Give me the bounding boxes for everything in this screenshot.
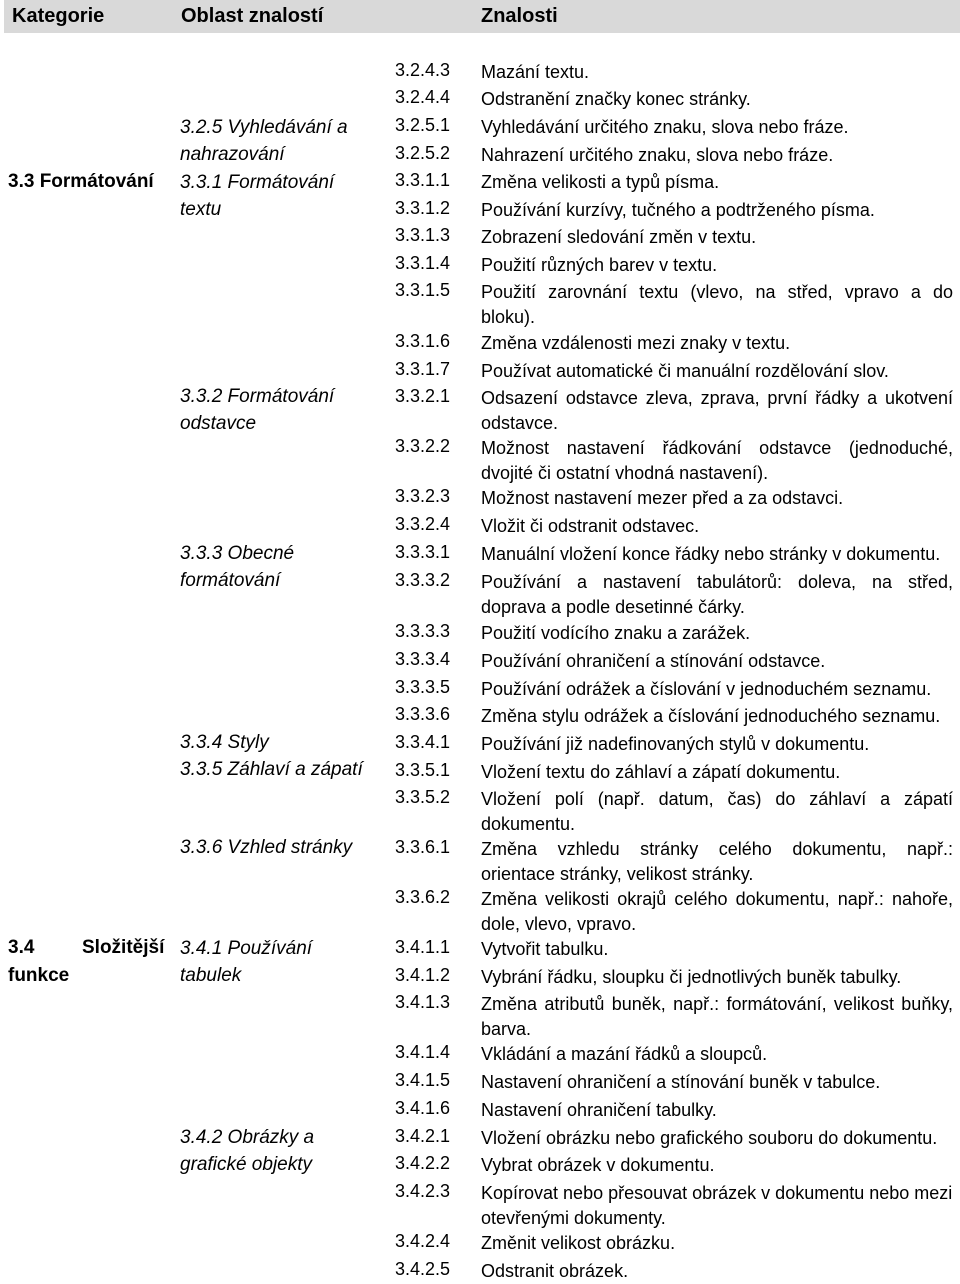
item-code: 3.2.5.1 (395, 115, 451, 135)
item-text: Vytvořit tabulku. (481, 939, 609, 959)
item-code: 3.3.1.1 (395, 170, 451, 190)
category-3-3: 3.3 Formátování (8, 171, 154, 192)
item-code: 3.3.3.1 (395, 542, 451, 562)
item-code: 3.3.6.1 (395, 837, 451, 857)
area-3-4-2: 3.4.2 Obrázky a grafické objekty (180, 1127, 315, 1175)
item-code: 3.3.3.3 (395, 621, 451, 641)
item-text: Změna velikosti a typů písma. (481, 172, 720, 192)
header-knowledge: Znalosti (481, 5, 558, 27)
item-text: Zobrazení sledování změn v textu. (481, 227, 757, 247)
item-text: Změnit velikost obrázku. (481, 1233, 676, 1253)
item-code: 3.4.1.6 (395, 1098, 451, 1118)
item-code: 3.4.2.4 (395, 1231, 451, 1251)
area-3-3-2: 3.3.2 Formátování odstavce (180, 386, 335, 434)
item-text: Odsazení odstavce zleva, zprava, první řádky a ukotvení odstavce. (481, 388, 953, 433)
area-3-4-1: 3.4.1 Používání tabulek (180, 938, 313, 986)
category-3-4-number: 3.4 (8, 937, 35, 958)
item-text: Použití vodícího znaku a zarážek. (481, 623, 751, 643)
item-text: Vyhledávání určitého znaku, slova nebo fráze. (481, 117, 849, 137)
item-text: Nahrazení určitého znaku, slova nebo fráze. (481, 145, 834, 165)
area-3-3-6: 3.3.6 Vzhled stránky (180, 837, 353, 858)
item-code: 3.3.5.2 (395, 787, 451, 807)
item-code: 3.3.1.6 (395, 331, 451, 351)
item-code: 3.3.3.4 (395, 649, 451, 669)
item-code: 3.4.1.2 (395, 965, 451, 985)
item-code: 3.3.3.2 (395, 570, 451, 590)
area-3-3-4: 3.3.4 Styly (180, 732, 269, 753)
item-text: Odstranění značky konec stránky. (481, 89, 751, 109)
item-code: 3.3.4.1 (395, 732, 451, 752)
item-text: Změna velikosti okrajů celého dokumentu, např.: nahoře, dole, vlevo, vpravo. (481, 889, 953, 934)
item-text: Změna vzdálenosti mezi znaky v textu. (481, 333, 791, 353)
item-text: Vybrat obrázek v dokumentu. (481, 1155, 715, 1175)
item-text: Používání již nadefinovaných stylů v dokumentu. (481, 734, 870, 754)
item-code: 3.3.2.4 (395, 514, 451, 534)
item-code: 3.2.4.3 (395, 60, 451, 80)
item-text: Vložení obrázku nebo grafického souboru do dokumentu. (481, 1128, 938, 1148)
area-3-3-5: 3.3.5 Záhlaví a zápatí (180, 759, 363, 780)
item-text: Změna atributů buněk, např.: formátování, velikost buňky, barva. (481, 994, 953, 1039)
item-code: 3.3.1.4 (395, 253, 451, 273)
item-code: 3.2.5.2 (395, 143, 451, 163)
item-code: 3.2.4.4 (395, 87, 451, 107)
area-3-2-5: 3.2.5 Vyhledávání a nahrazování (180, 117, 348, 165)
item-code: 3.3.6.2 (395, 887, 451, 907)
item-text: Kopírovat nebo přesouvat obrázek v dokumentu nebo mezi otevřenými dokumenty. (481, 1183, 953, 1228)
item-code: 3.3.2.2 (395, 436, 451, 456)
item-code: 3.4.2.3 (395, 1181, 451, 1201)
item-text: Vybrání řádku, sloupku či jednotlivých buněk tabulky. (481, 967, 902, 987)
item-text: Nastavení ohraničení tabulky. (481, 1100, 717, 1120)
item-code: 3.4.2.2 (395, 1153, 451, 1173)
item-text: Používání ohraničení a stínování odstavce. (481, 651, 826, 671)
item-text: Vkládání a mazání řádků a sloupců. (481, 1044, 768, 1064)
item-code: 3.4.1.4 (395, 1042, 451, 1062)
item-code: 3.3.3.6 (395, 704, 451, 724)
item-code: 3.3.1.3 (395, 225, 451, 245)
item-code: 3.4.2.1 (395, 1126, 451, 1146)
item-code: 3.3.1.7 (395, 359, 451, 379)
item-code: 3.3.1.5 (395, 280, 451, 300)
area-3-3-3: 3.3.3 Obecné formátování (180, 543, 295, 591)
item-text: Možnost nastavení řádkování odstavce (jednoduché, dvojité či ostatní vhodná nastavení). (481, 438, 953, 483)
item-text: Mazání textu. (481, 62, 590, 82)
item-code: 3.4.2.5 (395, 1259, 451, 1279)
item-text: Změna stylu odrážek a číslování jednoduchého seznamu. (481, 706, 941, 726)
item-text: Používání odrážek a číslování v jednoduchém seznamu. (481, 679, 932, 699)
item-text: Použití zarovnání textu (vlevo, na střed, vpravo a do bloku). (481, 282, 953, 327)
item-text: Používání kurzívy, tučného a podtrženého písma. (481, 200, 875, 220)
item-code: 3.3.5.1 (395, 760, 451, 780)
item-text: Změna vzhledu stránky celého dokumentu, např.: orientace stránky, velikost stránky. (481, 839, 953, 884)
item-text: Vložit či odstranit odstavec. (481, 516, 700, 536)
area-3-3-1: 3.3.1 Formátování textu (180, 172, 335, 220)
item-code: 3.3.2.1 (395, 386, 451, 406)
item-text: Možnost nastavení mezer před a za odstavci. (481, 488, 844, 508)
item-text: Odstranit obrázek. (481, 1261, 629, 1281)
category-3-4-title: Složitější (82, 937, 165, 958)
item-code: 3.3.2.3 (395, 486, 451, 506)
item-text: Manuální vložení konce řádky nebo stránky v dokumentu. (481, 544, 941, 564)
header-area: Oblast znalostí (181, 5, 324, 27)
item-text: Vložení textu do záhlaví a zápatí dokumentu. (481, 762, 841, 782)
item-text: Používat automatické či manuální rozdělování slov. (481, 361, 889, 381)
item-code: 3.3.1.2 (395, 198, 451, 218)
item-code: 3.4.1.1 (395, 937, 451, 957)
item-text: Používání a nastavení tabulátorů: doleva, na střed, doprava a podle desetinné čárky. (481, 572, 953, 617)
item-code: 3.3.3.5 (395, 677, 451, 697)
item-text: Použití různých barev v textu. (481, 255, 718, 275)
item-text: Nastavení ohraničení a stínování buněk v tabulce. (481, 1072, 881, 1092)
header-category: Kategorie (12, 5, 105, 27)
item-code: 3.4.1.3 (395, 992, 451, 1012)
item-text: Vložení polí (např. datum, čas) do záhlaví a zápatí dokumentu. (481, 789, 953, 834)
item-code: 3.4.1.5 (395, 1070, 451, 1090)
category-3-4-title-cont: funkce (8, 965, 70, 986)
